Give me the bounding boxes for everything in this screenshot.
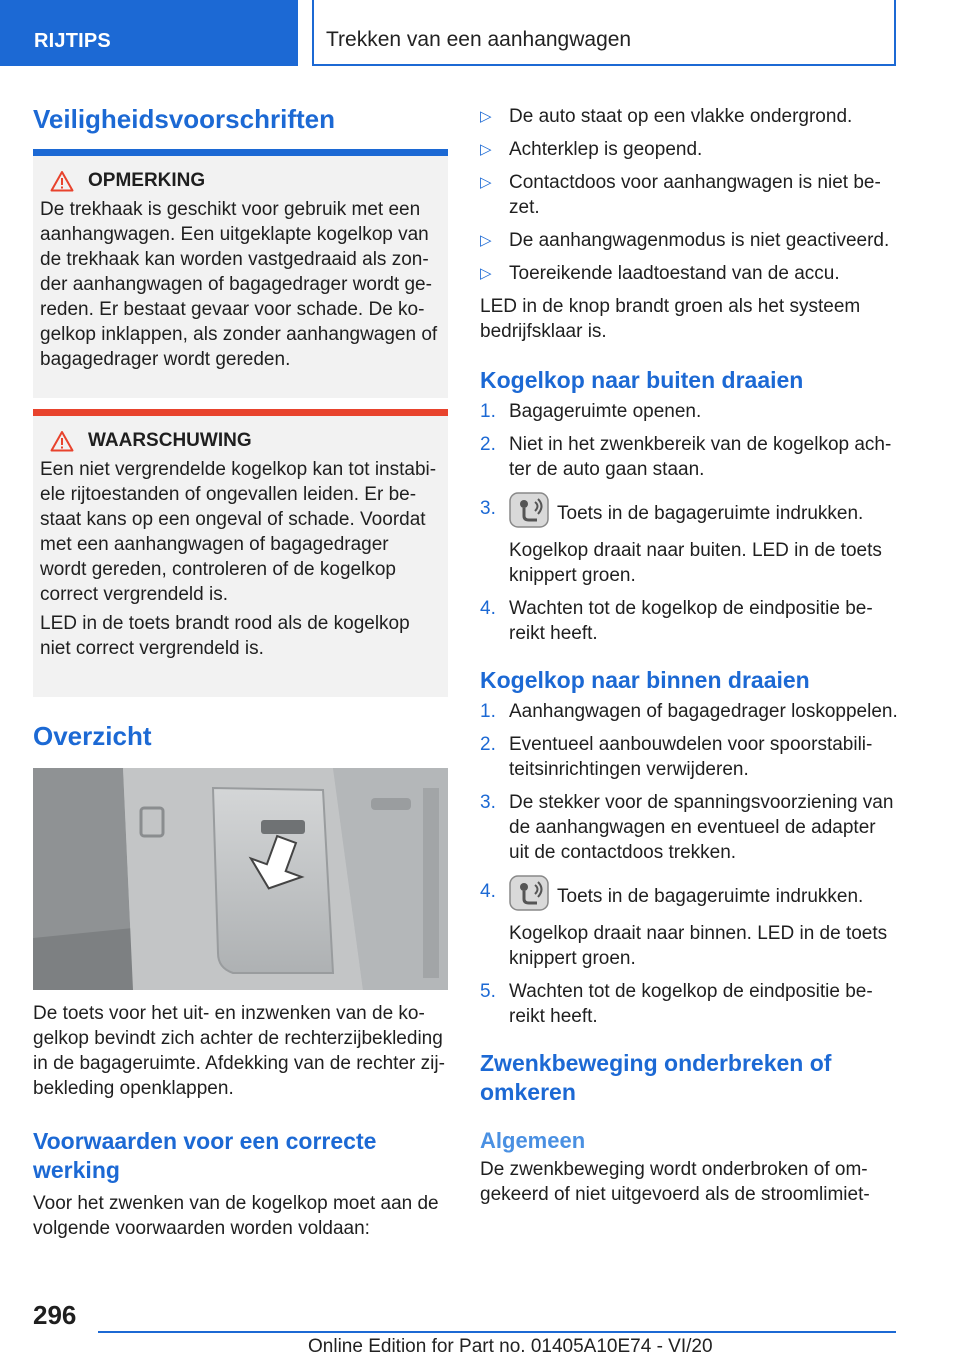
notice-header: [40, 170, 440, 192]
conditions-list: [480, 104, 900, 286]
towbar-button-icon: [509, 492, 549, 528]
notice-label: OPMERKING: [88, 170, 206, 191]
step-result: Kogelkop draait naar buiten. LED in de toets knippert groen.: [509, 540, 882, 586]
trim-panel-image: [33, 768, 448, 990]
overview-heading: Overzicht: [33, 721, 152, 751]
step-result: Kogelkop draait naar binnen. LED in de toets knippert groen.: [509, 923, 888, 969]
chapter-header: [312, 0, 896, 66]
step-item: 1. Bagageruimte openen.: [480, 401, 702, 422]
swing-in-steps: [480, 699, 900, 1029]
warning-triangle-icon: [50, 170, 74, 192]
step-item: 3. De stekker voor de spanningsvoorziening van de aanhangwagen en eventueel de adapter uit de contactdoos trekken.: [480, 792, 894, 863]
footer-divider: [98, 1331, 896, 1333]
interrupt-heading: Zwenkbeweging onderbreken of omkeren: [480, 1050, 832, 1105]
chapter-title: Trekken van een aanhangwagen: [326, 28, 632, 51]
warning-led-text: LED in de toets brandt rood als de kogelkop niet correct vergrendeld is.: [40, 613, 410, 659]
general-subheading: Algemeen: [480, 1128, 586, 1153]
section-label: RIJTIPS: [34, 30, 111, 52]
list-item: ▷ Contactdoos voor aanhangwagen is niet bezet.: [480, 172, 881, 218]
list-item: ▷ De aanhangwagenmodus is niet geactiveerd.: [480, 230, 890, 251]
list-item: ▷ Achterklep is geopend.: [480, 139, 703, 160]
triangle-bullet-icon: ▷: [480, 265, 492, 282]
list-item: ▷ De auto staat op een vlakke ondergrond.: [480, 106, 853, 127]
step-item: 2. Eventueel aanbouwdelen voor spoorstabiliteitsinrichtingen verwijderen.: [480, 734, 873, 780]
triangle-bullet-icon: ▷: [480, 174, 492, 191]
step-item: 1. Aanhangwagen of bagagedrager loskoppelen.: [480, 701, 898, 722]
conditions-intro: Voor het zwenken van de kogelkop moet aan de volgende voorwaarden worden voldaan:: [33, 1193, 439, 1239]
triangle-bullet-icon: ▷: [480, 141, 492, 158]
list-item: ▷ Toereikende laadtoestand van de accu.: [480, 263, 840, 284]
safety-heading: Veiligheidsvoorschriften: [33, 104, 335, 134]
warning-triangle-icon: [50, 430, 74, 452]
section-tab: [0, 0, 298, 66]
right-column: [480, 100, 900, 1207]
warning-header: [40, 430, 440, 452]
notice-text: De trekhaak is geschikt voor gebruik met een aanhangwagen. Een uitgeklapte kogelkop van de trekhaak kan worden vastgedraaid als zonder aanhangwagen of bagagedrager wordt gereden. Er bestaat gevaar voor schade. De kogelkop inklappen, als zonder aanhangwagen of bagagedrager wordt gereden.: [40, 199, 438, 370]
footer-edition: Online Edition for Part no. 01405A10E74 - VI/20: [308, 1336, 713, 1357]
step-item: 3. Toets in de bagageruimte indrukken. Kogelkop draait naar buiten. LED in de toets knippert groen.: [480, 496, 900, 588]
towbar-button-icon: [509, 875, 549, 911]
swing-out-heading: Kogelkop naar buiten draaien: [480, 367, 804, 393]
step-item: 2. Niet in het zwenkbereik van de kogelkop achter de auto gaan staan.: [480, 434, 892, 480]
left-column: [33, 100, 448, 1241]
warning-label: WAARSCHUWING: [88, 430, 252, 451]
swing-in-heading: Kogelkop naar binnen draaien: [480, 667, 810, 693]
general-text: De zwenkbeweging wordt onderbroken of omgekeerd of niet uitgevoerd als de stroomlimiet-: [480, 1159, 870, 1205]
step-item: 4. Toets in de bagageruimte indrukken. Kogelkop draait naar binnen. LED in de toets knippert groen.: [480, 879, 900, 971]
triangle-bullet-icon: ▷: [480, 108, 492, 125]
led-ready-text: LED in de knop brandt groen als het systeem bedrijfsklaar is.: [480, 296, 861, 342]
conditions-heading: Voorwaarden voor een correcte werking: [33, 1128, 377, 1183]
page-number: 296: [33, 1300, 77, 1330]
notice-box: [33, 149, 448, 398]
luggage-compartment-photo: [33, 768, 448, 990]
step-item: 4. Wachten tot de kogelkop de eindpositie bereikt heeft.: [480, 598, 873, 644]
step-item: 5. Wachten tot de kogelkop de eindpositie bereikt heeft.: [480, 981, 873, 1027]
swing-out-steps: [480, 399, 900, 646]
triangle-bullet-icon: ▷: [480, 232, 492, 249]
warning-box: [33, 409, 448, 697]
warning-text: Een niet vergrendelde kogelkop kan tot instabiele rijtoestanden of ongevallen leiden. Er bestaat kans op een ongeval of schade. Voordat met een aanhangwagen of bagagedrager wordt gereden, controleren of de kogelkop correct vergrendeld is.: [40, 459, 437, 605]
overview-text: De toets voor het uit- en inzwenken van de kogelkop bevindt zich achter de rechterzijbekleding in de bagageruimte. Afdekking van de rechter zijbekleding openklappen.: [33, 1003, 445, 1099]
